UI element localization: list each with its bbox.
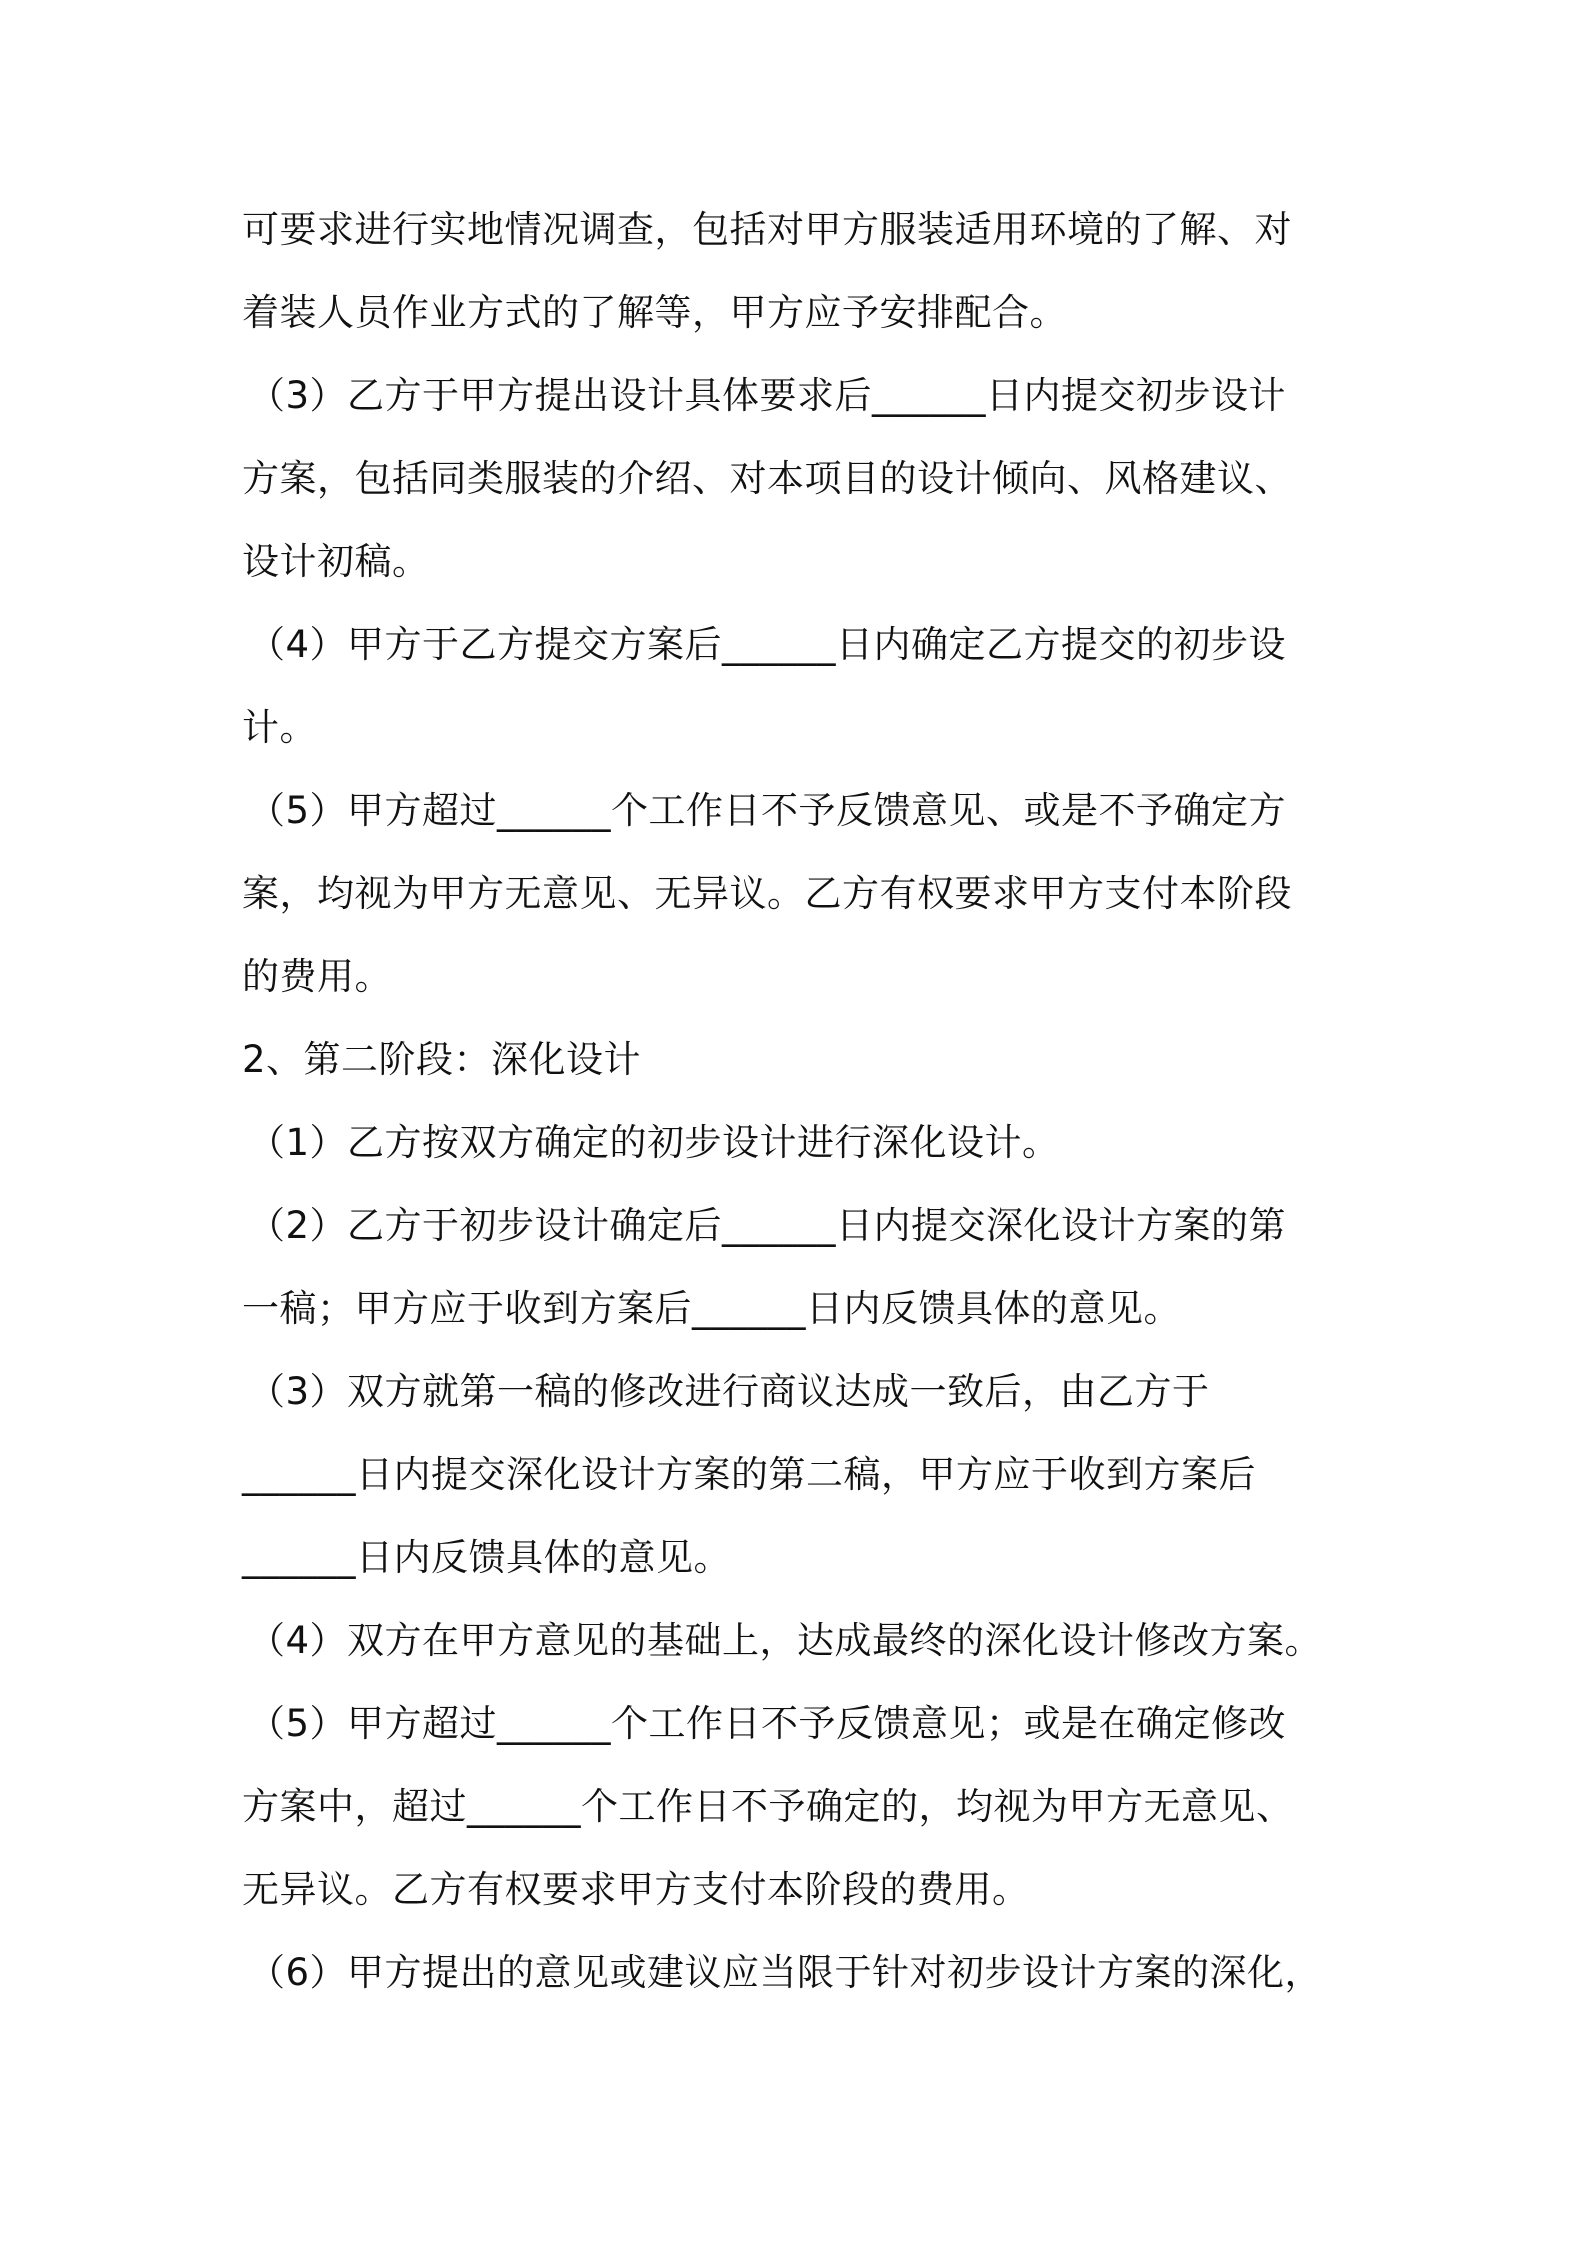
text-line: 案，均视为甲方无意见、无异议。乙方有权要求甲方支付本阶段 xyxy=(242,872,1292,915)
clause-3-line: （3）乙方于甲方提出设计具体要求后______日内提交初步设计 xyxy=(248,374,1287,417)
text-line: 方案中，超过______个工作日不予确定的，均视为甲方无意见、 xyxy=(242,1785,1294,1828)
clause-4-line: （4）甲方于乙方提交方案后______日内确定乙方提交的初步设 xyxy=(248,623,1287,666)
clause-4-line: （4）双方在甲方意见的基础上，达成最终的深化设计修改方案。 xyxy=(248,1619,1323,1662)
text-line: 设计初稿。 xyxy=(242,540,430,583)
text-line: 着装人员作业方式的了解等，甲方应予安排配合。 xyxy=(242,291,1067,334)
text-line: 一稿；甲方应于收到方案后______日内反馈具体的意见。 xyxy=(242,1287,1181,1330)
text-line: 方案，包括同类服装的介绍、对本项目的设计倾向、风格建议、 xyxy=(242,457,1292,500)
text-line: 计。 xyxy=(242,706,317,749)
text-line: 无异议。乙方有权要求甲方支付本阶段的费用。 xyxy=(242,1868,1030,1911)
clause-5-line: （5）甲方超过______个工作日不予反馈意见；或是在确定修改 xyxy=(248,1702,1287,1745)
clause-3-line: （3）双方就第一稿的修改进行商议达成一致后，由乙方于 xyxy=(248,1370,1210,1413)
clause-2-line: （2）乙方于初步设计确定后______日内提交深化设计方案的第 xyxy=(248,1204,1287,1247)
text-line: 的费用。 xyxy=(242,955,392,998)
text-line: ______日内提交深化设计方案的第二稿，甲方应于收到方案后 xyxy=(242,1453,1256,1496)
clause-5-line: （5）甲方超过______个工作日不予反馈意见、或是不予确定方 xyxy=(248,789,1287,832)
text-line: 可要求进行实地情况调查，包括对甲方服装适用环境的了解、对 xyxy=(242,208,1292,251)
clause-1-line: （1）乙方按双方确定的初步设计进行深化设计。 xyxy=(248,1121,1060,1164)
text-line: ______日内反馈具体的意见。 xyxy=(242,1536,731,1579)
clause-6-line: （6）甲方提出的意见或建议应当限于针对初步设计方案的深化， xyxy=(248,1951,1323,1994)
section-heading: 2、第二阶段：深化设计 xyxy=(242,1038,642,1081)
